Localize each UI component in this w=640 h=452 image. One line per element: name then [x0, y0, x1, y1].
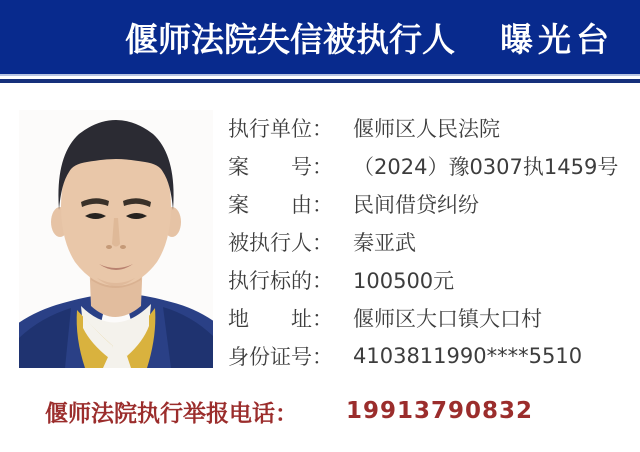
field-value: 100500元 — [353, 269, 455, 293]
portrait-illustration — [19, 110, 213, 368]
field-label: 身份证号 — [228, 345, 312, 369]
case-info-list — [228, 109, 618, 375]
field-colon: ： — [312, 269, 333, 293]
report-hotline — [45, 396, 533, 426]
field-colon: ： — [312, 117, 333, 141]
field-id-number — [228, 337, 618, 375]
field-cause-of-action — [228, 185, 618, 223]
field-executing-court — [228, 109, 618, 147]
field-value: 偃师区人民法院 — [353, 117, 500, 141]
page-title-suffix: 曝光台 — [500, 19, 614, 59]
field-judgment-debtor — [228, 223, 618, 261]
hotline-label: 偃师法院执行举报电话 — [45, 400, 275, 427]
field-colon: ： — [312, 345, 333, 369]
field-value: 4103811990****5510 — [353, 344, 583, 368]
field-enforcement-amount — [228, 261, 618, 299]
field-label: 地址 — [228, 307, 312, 331]
page-title — [125, 0, 614, 74]
field-address — [228, 299, 618, 337]
field-colon: ： — [312, 155, 333, 179]
field-case-number — [228, 147, 618, 185]
header-banner — [0, 0, 640, 74]
portrait-photo — [19, 110, 213, 368]
field-value: 秦亚武 — [353, 231, 416, 255]
field-colon: ： — [312, 231, 333, 255]
field-label: 案由 — [228, 193, 312, 217]
field-label: 执行单位 — [228, 117, 312, 141]
field-colon: ： — [312, 193, 333, 217]
field-label: 案号 — [228, 155, 312, 179]
field-colon: ： — [312, 307, 333, 331]
field-value: （2024）豫0307执1459号 — [353, 155, 619, 179]
field-label: 执行标的 — [228, 269, 312, 293]
field-value: 民间借贷纠纷 — [353, 193, 479, 217]
page-title-main: 偃师法院失信被执行人 — [125, 19, 455, 59]
field-label: 被执行人 — [228, 231, 312, 255]
header-divider-navy — [0, 79, 640, 83]
field-value: 偃师区大口镇大口村 — [353, 307, 542, 331]
hotline-phone-number: 19913790832 — [346, 398, 534, 424]
hotline-colon: ： — [275, 400, 298, 427]
